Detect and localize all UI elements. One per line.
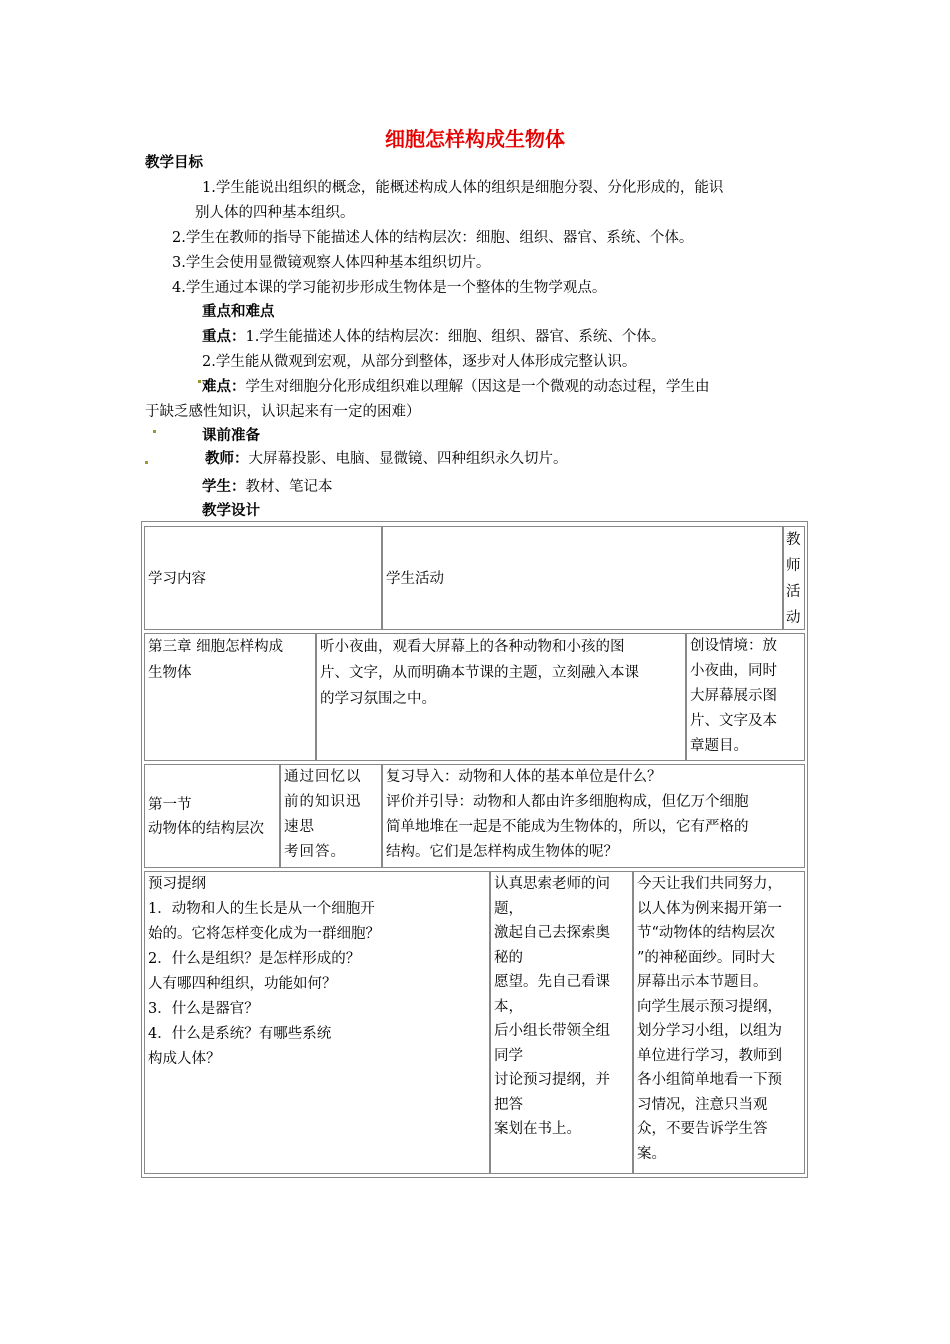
key-point-1: [202, 324, 665, 350]
header-teacher-char: 教: [786, 532, 801, 548]
key-point-1-text: 1.学生能描述人体的结构层次：细胞、组织、器官、系统、个体。: [245, 329, 666, 345]
row3-student-line: 后小组长带领全组: [494, 1023, 610, 1039]
row3-content-line: 始的。它将怎样变化成为一群细胞？: [148, 926, 380, 942]
row3-teacher-line: 各小组简单地看一下预: [637, 1072, 782, 1088]
key-label: 重点：: [202, 329, 246, 345]
header-teacher-char: 活: [786, 584, 801, 600]
row3-student-line: 认真思索老师的问: [494, 876, 610, 892]
objective-1-line-1: 1.学生能说出组织的概念，能概述构成人体的组织是细胞分裂、分化形成的，能识: [202, 180, 724, 196]
preparation-heading: 课前准备: [202, 428, 260, 444]
row1-content-line: 第三章 细胞怎样构成: [148, 639, 284, 655]
row3-content-line: 预习提纲: [148, 876, 206, 892]
row3-content-line: 3．什么是器官？: [148, 1001, 259, 1017]
marker-dot: [198, 380, 201, 383]
row3-student-line: 案划在书上。: [494, 1121, 581, 1137]
teacher-preparation: [205, 446, 568, 472]
teacher-label: 教师：: [205, 451, 249, 467]
row3-teacher-line: 案。: [637, 1145, 666, 1162]
row3-teacher-cell: [633, 871, 805, 1174]
row3-teacher-line: 众，不要告诉学生答: [637, 1121, 768, 1137]
row3-student-line: 愿望。先自己看课: [494, 974, 610, 990]
row3-teacher-line: ”的神秘面纱。同时大: [637, 949, 775, 966]
row3-student-line: 把答: [494, 1096, 523, 1113]
row1-content-cell: [144, 633, 316, 761]
objective-3: 3.学生会使用显微镜观察人体四种基本组织切片。: [172, 255, 491, 271]
row1-student-line: 的学习氛围之中。: [320, 691, 436, 707]
student-label: 学生：: [202, 479, 246, 495]
row3-teacher-line: 单位进行学习，教师到: [637, 1047, 782, 1064]
row3-teacher-line: 划分学习小组，以组为: [637, 1023, 782, 1039]
difficult-point-text: 学生对细胞分化形成组织难以理解（因这是一个微观的动态过程，学生由: [245, 379, 710, 395]
row1-teacher-line: 小夜曲，同时: [690, 663, 777, 679]
row2-teacher-line: 评价并引导：动物和人都由许多细胞构成，但亿万个细胞: [386, 794, 749, 810]
row1-teacher-cell: [686, 633, 805, 761]
student-preparation: [202, 474, 333, 500]
key-point-2: 2.学生能从微观到宏观，从部分到整体，逐步对人体形成完整认识。: [202, 354, 637, 370]
teacher-preparation-text: 大屏幕投影、电脑、显微镜、四种组织永久切片。: [248, 451, 568, 467]
page-title: 细胞怎样构成生物体: [385, 127, 565, 151]
row2-teacher-cell: [382, 764, 805, 868]
difficult-label: 难点：: [202, 379, 246, 395]
row1-student-line: 片、文字，从而明确本节课的主题，立刻融入本课: [320, 665, 639, 681]
header-content-cell: [144, 526, 382, 630]
header-teacher-char: 师: [786, 558, 801, 574]
row1-student-line: 听小夜曲，观看大屏幕上的各种动物和小孩的图: [320, 639, 625, 655]
row3-teacher-line: 向学生展示预习提纲，: [637, 998, 782, 1015]
difficult-point-line-2: 于缺乏感性知识，认识起来有一定的困难）: [145, 404, 421, 420]
row3-teacher-line: 节“动物体的结构层次: [637, 925, 775, 941]
row3-student-line: 激起自己去探索奥: [494, 925, 610, 941]
row3-teacher-line: 以人体为例来揭开第一: [637, 900, 782, 917]
row3-student-cell: [490, 871, 633, 1174]
row1-teacher-line: 片、文字及本: [690, 713, 777, 729]
row2-teacher-line: 复习导入：动物和人体的基本单位是什么？: [386, 769, 662, 785]
row3-student-line: 本，: [494, 998, 523, 1015]
objective-1-line-2: 别人体的四种基本组织。: [195, 205, 355, 221]
row2-student-line: 考回答。: [284, 844, 346, 860]
row3-content-line: 构成人体？: [148, 1051, 221, 1067]
row3-teacher-line: 屏幕出示本节题目。: [637, 974, 768, 990]
design-heading: 教学设计: [202, 503, 260, 519]
row3-content-line: 人有哪四种组织，功能如何？: [148, 976, 337, 992]
row2-content-line: 动物体的结构层次: [148, 821, 264, 837]
header-teacher-char: 动: [786, 610, 801, 626]
header-content: 学习内容: [148, 571, 206, 587]
row2-student-line: 通过回忆以: [284, 769, 362, 785]
row1-content-line: 生物体: [148, 665, 192, 681]
row2-content-line: 第一节: [148, 797, 192, 813]
row3-student-line: 题，: [494, 900, 523, 917]
row3-student-line: 同学: [494, 1047, 523, 1064]
marker-dot: [153, 430, 156, 433]
header-teacher-cell: [783, 526, 805, 630]
row2-student-line: 前的知识迅: [284, 794, 362, 810]
row3-teacher-line: 今天让我们共同努力，: [637, 876, 782, 892]
row2-teacher-line: 结构。它们是怎样构成生物体的呢？: [386, 844, 618, 860]
header-teacher: [784, 527, 804, 631]
row3-teacher-line: 习情况，注意只当观: [637, 1096, 768, 1113]
row3-content-line: 1．动物和人的生长是从一个细胞开: [148, 901, 375, 917]
row2-student-cell: [280, 764, 382, 868]
row3-content-line: 4．什么是系统？有哪些系统: [148, 1026, 332, 1042]
objective-4: 4.学生通过本课的学习能初步形成生物体是一个整体的生物学观点。: [172, 280, 607, 296]
row2-teacher-line: 简单地堆在一起是不能成为生物体的，所以，它有严格的: [386, 819, 749, 835]
student-preparation-text: 教材、笔记本: [245, 479, 333, 495]
row3-student-line: 讨论预习提纲，并: [494, 1072, 610, 1088]
header-student: 学生活动: [386, 571, 444, 587]
difficult-point-line-1: [202, 374, 710, 400]
objective-2: 2.学生在教师的指导下能描述人体的结构层次：细胞、组织、器官、系统、个体。: [172, 230, 694, 246]
marker-dot: [145, 461, 148, 464]
row1-teacher-line: 创设情境：放: [690, 638, 777, 654]
row3-content-line: 2．什么是组织？是怎样形成的？: [148, 951, 361, 967]
row1-student-cell: [316, 633, 686, 761]
objectives-heading: 教学目标: [145, 155, 203, 171]
row2-student-line: 速思: [284, 819, 315, 835]
row3-student-line: 秘的: [494, 949, 523, 966]
row1-teacher-line: 大屏幕展示图: [690, 688, 777, 704]
row1-teacher-line: 章题目。: [690, 738, 748, 754]
row2-content-cell: [144, 764, 280, 868]
key-points-heading: 重点和难点: [202, 304, 275, 320]
header-student-cell: [382, 526, 783, 630]
row3-content-cell: [144, 871, 490, 1174]
